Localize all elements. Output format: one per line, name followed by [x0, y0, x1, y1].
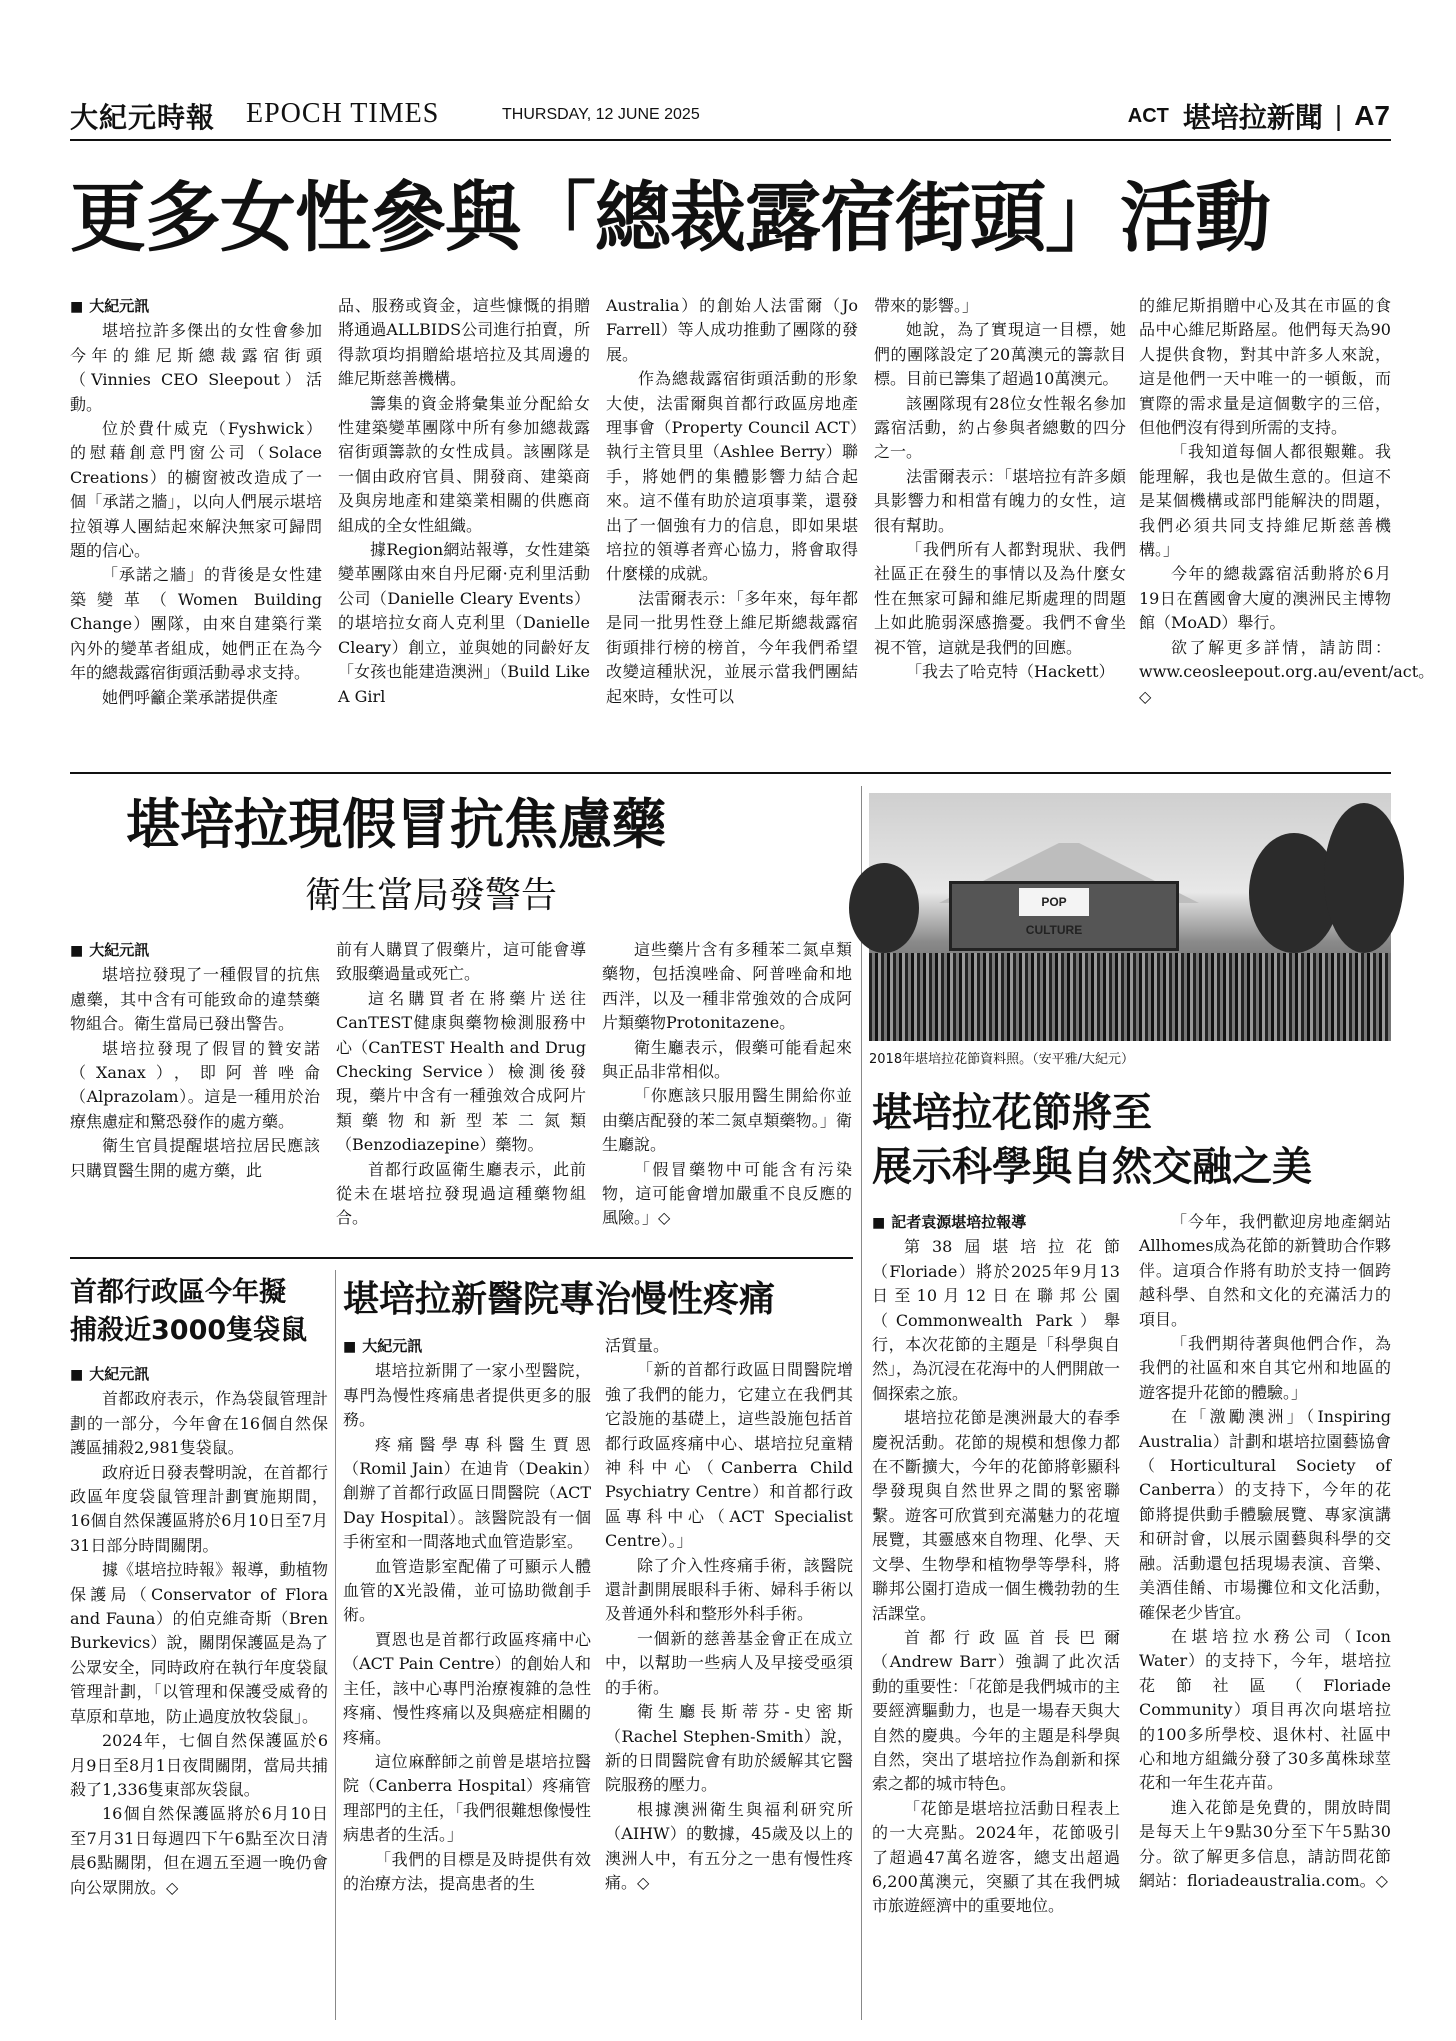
byline: ■ 大紀元訊 [343, 1334, 591, 1359]
masthead-section [1128, 96, 1390, 136]
paragraph: 品、服務或資金，這些慷慨的捐贈將通過ALLBIDS公司進行拍賣，所得款項均捐贈給堪培拉及其周邊的維尼斯慈善機構。 [338, 296, 590, 389]
article2-column-1 [70, 938, 320, 1248]
article3-column-1 [872, 1210, 1120, 2030]
paragraph: Australia）的創始人法雷爾（Jo Farrell）等人成功推動了團隊的發展。 [606, 296, 858, 364]
masthead-name-en: EPOCH TIMES [246, 98, 440, 129]
article5-headline: 堪培拉新醫院專治慢性疼痛 [343, 1279, 776, 1320]
masthead [70, 96, 1390, 136]
article1-column-5 [1139, 294, 1435, 758]
paragraph: 2024年，七個自然保護區於6月9日至8月1日夜間關閉，當局共捕殺了1,336隻東部灰袋鼠。 [70, 1731, 328, 1799]
byline: ■ 記者袁源堪培拉報導 [872, 1210, 1120, 1235]
article3-column-2 [1139, 1210, 1391, 2030]
page-number: A7 [1354, 100, 1390, 131]
column-divider [335, 1270, 336, 2020]
paragraph: 血管造影室配備了可顯示人體血管的X光設備，並可協助微創手術。 [343, 1556, 591, 1625]
paragraph: 「我去了哈克特（Hackett） [906, 662, 1115, 682]
article2-column-3 [602, 938, 852, 1248]
paragraph: 疼痛醫學專科醫生賈恩（Romil Jain）在迪肯（Deakin）創辦了首都行政區日間醫院（ACT Day Hospital）。該醫院設有一個手術室和一間落地式血管造影室。 [343, 1434, 591, 1552]
paragraph: 堪培拉許多傑出的女性會參加今年的維尼斯總裁露宿街頭（Vinnies CEO Sleepout）活動。 [70, 321, 322, 414]
paragraph: 籌集的資金將彙集並分配給女性建築變革團隊中所有參加總裁露宿街頭籌款的女性成員。該團隊是一個由政府官員、開發商、建築商及與房地產和建築業相關的供應商組成的全女性組織。 [338, 393, 590, 535]
paragraph: 這位麻醉師之前曾是堪培拉醫院（Canberra Hospital）疼痛管理部門的主任，「我們很難想像慢性病患者的生活。」 [343, 1751, 592, 1845]
paragraph: 除了介入性疼痛手術，該醫院還計劃開展眼科手術、婦科手術以及普通外科和整形外科手術。 [605, 1555, 853, 1624]
byline: ■ 大紀元訊 [70, 1362, 328, 1387]
paragraph: 「承諾之牆」的背後是女性建築變革（Women Building Change）團隊，由來自建築行業內外的變革者組成，她們正在為今年的總裁露宿街頭活動尋求支持。 [70, 565, 322, 683]
paragraph: 政府近日發表聲明說，在首都行政區年度袋鼠管理計劃實施期間，16個自然保護區將於6月10日至7月31日部分時間關閉。 [70, 1462, 328, 1555]
separator: | [1334, 100, 1343, 131]
masthead-logo: 大紀元時報 [70, 101, 216, 134]
paragraph: 「我們所有人都對現狀、我們社區正在發生的事情以及為什麼女性在無家可歸和維尼斯處理的問題上如此脆弱深感擔憂。我們不會坐視不管，這就是我們的回應。 [874, 540, 1126, 657]
article5-column-1 [343, 1334, 591, 2024]
section-name: 堪培拉新聞 [1182, 102, 1323, 133]
paragraph: 前有人購買了假藥片，這可能會導致服藥過量或死亡。 [336, 940, 586, 984]
column-divider [861, 786, 862, 2020]
paragraph: 衛生官員提醒堪培拉居民應該只購買醫生開的處方藥，此 [70, 1136, 320, 1180]
article4-headline-line1: 首都行政區今年擬 [70, 1277, 286, 1308]
paragraph: 活質量。 [605, 1336, 670, 1355]
paragraph: 「我們的目標是及時提供有效的治療方法，提高患者的生 [343, 1849, 591, 1893]
paragraph: 賈恩也是首都行政區疼痛中心（ACT Pain Centre）的創始人和主任，該中心專門治療複雜的急性疼痛、慢性疼痛以及與癌症相關的疼痛。 [343, 1629, 591, 1747]
paragraph: 堪培拉新開了一家小型醫院，專門為慢性疼痛患者提供更多的服務。 [343, 1361, 591, 1430]
paragraph: 她說，為了實現這一目標，她們的團隊設定了20萬澳元的籌款目標。目前已籌集了超過10萬澳元。 [874, 320, 1126, 389]
flower-bed [869, 953, 1391, 1041]
paragraph: 衛生廳表示，假藥可能看起來與正品非常相似。 [602, 1037, 852, 1082]
article1-column-2 [338, 294, 590, 758]
paragraph: 堪培拉發現了假冒的贊安諾（Xanax），即阿普唑侖（Alprazolam）。這是一種用於治療焦慮症和驚恐發作的處方藥。 [70, 1038, 320, 1131]
paragraph: 首都行政區首長巴爾（Andrew Barr）強調了此次活動的重要性：「花節是我們城市的主要經濟驅動力，也是一場春天與大自然的慶典。今年的主題是科學與自然，突出了堪培拉作為創新和探索之都的城市特色。 [872, 1627, 1121, 1794]
paragraph: 「我知道每個人都很艱難。我能理解，我也是做生意的。但這不是某個機構或部門能解決的問題，我們必須共同支持維尼斯慈善機構。」 [1139, 442, 1391, 560]
paragraph: 首都行政區衛生廳表示，此前從未在堪培拉發現過這種藥物組合。 [336, 1159, 586, 1228]
paragraph: 堪培拉發現了一種假冒的抗焦慮藥，其中含有可能致命的違禁藥物組合。衛生當局已發出警告。 [70, 965, 320, 1034]
section-divider [70, 772, 1391, 774]
section-code: ACT [1127, 104, 1169, 127]
article2-subhead: 衛生當局發警告 [305, 875, 558, 916]
paragraph: 該團隊現有28位女性報名參加露宿活動，約占參與者總數的四分之一。 [874, 393, 1126, 462]
article2-column-2 [336, 938, 586, 1248]
paragraph: 根據澳洲衛生與福利研究所（AIHW）的數據，45歲及以上的澳洲人中，有五分之一患有慢性疼痛。◇ [605, 1799, 853, 1892]
paragraph: 一個新的慈善基金會正在成立中，以幫助一些病人及早接受亟須的手術。 [605, 1628, 853, 1697]
paragraph: 據《堪培拉時報》報導，動植物保護局（Conservator of Flora and Fauna）的伯克維奇斯（Bren Burkevics）說，關閉保護區是為了公眾安全，同時政府在執行年度袋鼠管理計劃，「以管理和保護受威脅的草原和草地，防止過度放牧袋鼠」。 [70, 1560, 328, 1726]
photo-sign: POP CULTURE [1019, 888, 1089, 916]
article4-headline-line2: 捕殺近3000隻袋鼠 [70, 1315, 308, 1346]
byline: ■ 大紀元訊 [70, 294, 322, 319]
paragraph: 在「激勵澳洲」（Inspiring Australia）計劃和堪培拉園藝協會（Horticultural Society of Canberra）的支持下，今年的花節將提供動手體驗展覽、專家演講和研討會，以展示園藝與科學的交融。活動還包括現場表演、音樂、美酒佳餚、市場攤位和文化活動，確保老少皆宜。 [1139, 1407, 1391, 1622]
article5-column-2 [605, 1334, 853, 2024]
paragraph: 「你應該只服用醫生開給你並由藥店配發的苯二氮卓類藥物。」衛生廳說。 [602, 1086, 852, 1155]
paragraph: 衛生廳長斯蒂芬-史密斯（Rachel Stephen-Smith）說，新的日間醫院會有助於緩解其它醫院服務的壓力。 [605, 1702, 853, 1795]
article1-column-1 [70, 294, 322, 758]
masthead-rule [70, 139, 1391, 141]
floriade-photo [869, 793, 1391, 1041]
paragraph: 「新的首都行政區日間醫院增強了我們的能力，它建立在我們其它設施的基礎上，這些設施包括首都行政區疼痛中心、堪培拉兒童精神科中心（Canberra Child Psychiatry Centre）和首都行政區專科中心（ACT Specialist Centre）。」 [605, 1360, 853, 1551]
tree-shape [849, 863, 919, 953]
paragraph: 「我們期待著與他們合作，為我們的社區和來自其它州和地區的遊客提升花節的體驗。」 [1139, 1334, 1391, 1402]
tree-shape [1324, 803, 1404, 953]
paragraph: 「今年，我們歡迎房地產網站Allhomes成為花節的新贊助合作夥伴。這項合作將有助於支持一個跨越科學、自然和文化的充滿活力的項目。 [1139, 1212, 1391, 1329]
paragraph: 首都政府表示，作為袋鼠管理計劃的一部分，今年會在16個自然保護區捕殺2,981隻袋鼠。 [70, 1389, 328, 1458]
paragraph: 進入花節是免費的，開放時間是每天上午9點30分至下午5點30分。欲了解更多信息，請訪問花節網站：floriadeaustralia.com。◇ [1139, 1797, 1391, 1890]
paragraph: 「花節是堪培拉活動日程表上的一大亮點。2024年，花節吸引了超過47萬名遊客，總支出超過6,200萬澳元，突顯了其在我們城市旅遊經濟中的重要地位。 [872, 1798, 1120, 1916]
article1-headline: 更多女性參與「總裁露宿街頭」活動 [70, 173, 1270, 262]
article2-headline: 堪培拉現假冒抗焦慮藥 [126, 793, 666, 856]
photo-caption: 2018年堪培拉花節資料照。（安平雅/大紀元） [869, 1052, 1134, 1067]
paragraph: 的維尼斯捐贈中心及其在市區的食品中心維尼斯路屋。他們每天為90人提供食物，對其中許多人來說，這是他們一天中唯一的一頓飯，而實際的需求量是這個數字的三倍，但他們沒有得到所需的支持。 [1139, 296, 1391, 438]
article1-column-4 [874, 294, 1126, 758]
paragraph: 作為總裁露宿街頭活動的形象大使，法雷爾與首都行政區房地產理事會（Property Council ACT）執行主管貝里（Ashlee Berry）聯手，將她們的集體影響力結合起來。這不僅有助於這項事業，還發出了一個強有力的信息，即如果堪培拉的領導者齊心協力，將會取得什麼樣的成就。 [606, 369, 858, 584]
paragraph: 法雷爾表示：「多年來，每年都是同一批男性登上維尼斯總裁露宿街頭排行榜的榜首，今年我們希望改變這種狀況，並展示當我們團結起來時，女性可以 [606, 588, 858, 706]
article1-column-3 [606, 294, 858, 758]
paragraph: 這些藥片含有多種苯二氮卓類藥物，包括溴唑侖、阿普唑侖和地西泮，以及一種非常強效的合成阿片類藥物Protonitazene。 [602, 940, 852, 1033]
paragraph: 在堪培拉水務公司（Icon Water）的支持下，今年，堪培拉花節社區（Floriade Community）項目再次向堪培拉的100多所學校、退休村、社區中心和地方組織分發了30多萬株球莖花和一年生花卉苗。 [1139, 1626, 1391, 1793]
paragraph: 欲了解更多詳情，請訪問：www.ceosleepout.org.au/event/act。◇ [1139, 637, 1435, 706]
byline: ■ 大紀元訊 [70, 938, 320, 963]
section-divider [70, 1257, 853, 1259]
paragraph: 今年的總裁露宿活動將於6月19日在舊國會大廈的澳洲民主博物館（MoAD）舉行。 [1139, 564, 1391, 633]
paragraph: 位於費什威克（Fyshwick）的慰藉創意門窗公司（Solace Creations）的櫥窗被改造成了一個「承諾之牆」，以向人們展示堪培拉領導人團結起來解決無家可歸問題的信心。 [70, 419, 322, 561]
article3-headline-line2: 展示科學與自然交融之美 [872, 1144, 1312, 1190]
article3-headline-line1: 堪培拉花節將至 [872, 1090, 1152, 1136]
paragraph: 據Region網站報導，女性建築變革團隊由來自丹尼爾·克利里活動公司（Danielle Cleary Events）的堪培拉女商人克利里（Danielle Cleary）創立，並與她的同齡好友「女孩也能建造澳洲」（Build Like A Girl [338, 540, 590, 706]
paragraph: 16個自然保護區將於6月10日至7月31日每週四下午6點至次日清晨6點關閉，但在週五至週一晚仍會向公眾開放。◇ [70, 1804, 328, 1897]
masthead-date: THURSDAY, 12 JUNE 2025 [502, 106, 700, 123]
paragraph: 這名購買者在將藥片送往CanTEST健康與藥物檢測服務中心（CanTEST Health and Drug Checking Service）檢測後發現，藥片中含有一種強效合成阿片類藥物和新型苯二氮類（Benzodiazepine）藥物。 [336, 988, 586, 1155]
paragraph: 堪培拉花節是澳洲最大的春季慶祝活動。花節的規模和想像力都在不斷擴大，今年的花節將彰顯科學發現與自然世界之間的緊密聯繫。遊客可欣賞到充滿魅力的花壇展覽，其靈感來自物理、化學、天文學、生物學和植物學等學科，將聯邦公園打造成一個生機勃勃的生活課堂。 [872, 1408, 1120, 1623]
paragraph: 法雷爾表示：「堪培拉有許多頗具影響力和相當有魄力的女性，這很有幫助。 [874, 466, 1126, 535]
paragraph: 她們呼籲企業承諾提供產 [102, 687, 279, 707]
paragraph: 帶來的影響。」 [874, 296, 979, 315]
paragraph: 「假冒藥物中可能含有污染物，這可能會增加嚴重不良反應的風險。」◇ [602, 1159, 852, 1228]
article4-column-1 [70, 1362, 328, 2022]
paragraph: 第38屆堪培拉花節（Floriade）將於2025年9月13日至10月12日在聯邦公園（Commonwealth Park）舉行，本次花節的主題是「科學與自然」，為沉浸在花海中的人們開啟一個探索之旅。 [872, 1237, 1121, 1403]
